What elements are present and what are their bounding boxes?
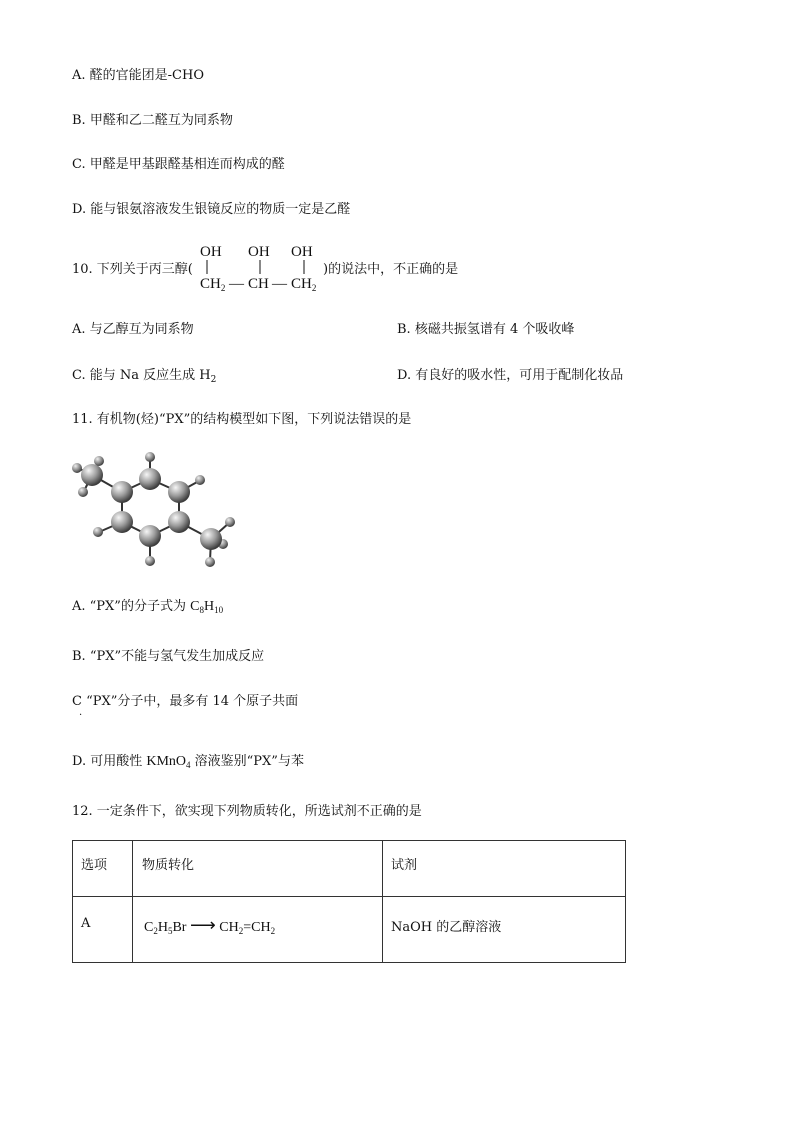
q11-option-a: A. “PX”的分子式为 $C_8H_{10}$ <box>72 599 224 615</box>
q10-option-a: A. 与乙醇互为同系物 <box>72 322 194 337</box>
ch2-group: $CH_2$ <box>200 276 226 293</box>
bond-dash: — <box>229 276 244 292</box>
px-molecule-model <box>66 448 246 573</box>
q11-option-c: C “PX”分子中，最多有 14 个原子共面 <box>72 694 299 709</box>
oh-label: OH <box>291 244 313 260</box>
reagent-cell: NaOH 的乙醇溶液 <box>383 897 626 963</box>
oh-label: OH <box>200 244 222 260</box>
table-row <box>73 897 626 963</box>
q12-stem: 12. 一定条件下，欲实现下列物质转化，所选试剂不正确的是 <box>72 804 422 819</box>
q9-option-c: C. 甲醛是甲基跟醛基相连而构成的醛 <box>72 157 285 172</box>
bond-lines <box>200 258 330 278</box>
q11-stem: 11. 有机物(烃)“PX”的结构模型如下图，下列说法错误的是 <box>72 412 412 427</box>
table-header-cell: 选项 <box>73 841 133 897</box>
q11-option-d: D. 可用酸性 KMnO$_4$ 溶液鉴别“PX”与苯 <box>72 754 304 770</box>
stray-dot: . <box>79 707 83 718</box>
table-header-row <box>73 841 626 897</box>
ch2-group: $CH_2$ <box>291 276 317 293</box>
q10-option-c: C. 能与 Na 反应生成 $H_2$ <box>72 368 217 385</box>
oh-label: OH <box>248 244 270 260</box>
q11-option-b: B. “PX”不能与氢气发生加成反应 <box>72 649 265 664</box>
q10-option-d: D. 有良好的吸水性，可用于配制化妆品 <box>397 368 624 383</box>
option-cell: A <box>73 897 133 963</box>
q10-option-b: B. 核磁共振氢谱有 4 个吸收峰 <box>397 322 575 337</box>
q9-option-d: D. 能与银氨溶液发生银镜反应的物质一定是乙醛 <box>72 202 351 217</box>
conversion-cell: $C_2H_5Br$ ⟶ $CH_2=CH_2$ <box>133 897 383 963</box>
ch-group: CH <box>248 276 269 292</box>
q10-stem-suffix: )的说法中，不正确的是 <box>323 262 459 277</box>
reaction-arrow: ⟶ <box>189 915 216 935</box>
reagent-table <box>72 840 626 963</box>
q10-stem-prefix: 10. 下列关于丙三醇( <box>72 262 193 277</box>
table-header-cell: 物质转化 <box>133 841 383 897</box>
bond-dash: — <box>272 276 287 292</box>
table-header-cell: 试剂 <box>383 841 626 897</box>
q9-option-b: B. 甲醛和乙二醛互为同系物 <box>72 113 233 128</box>
q9-option-a: A. 醛的官能团是-CHO <box>72 68 204 83</box>
